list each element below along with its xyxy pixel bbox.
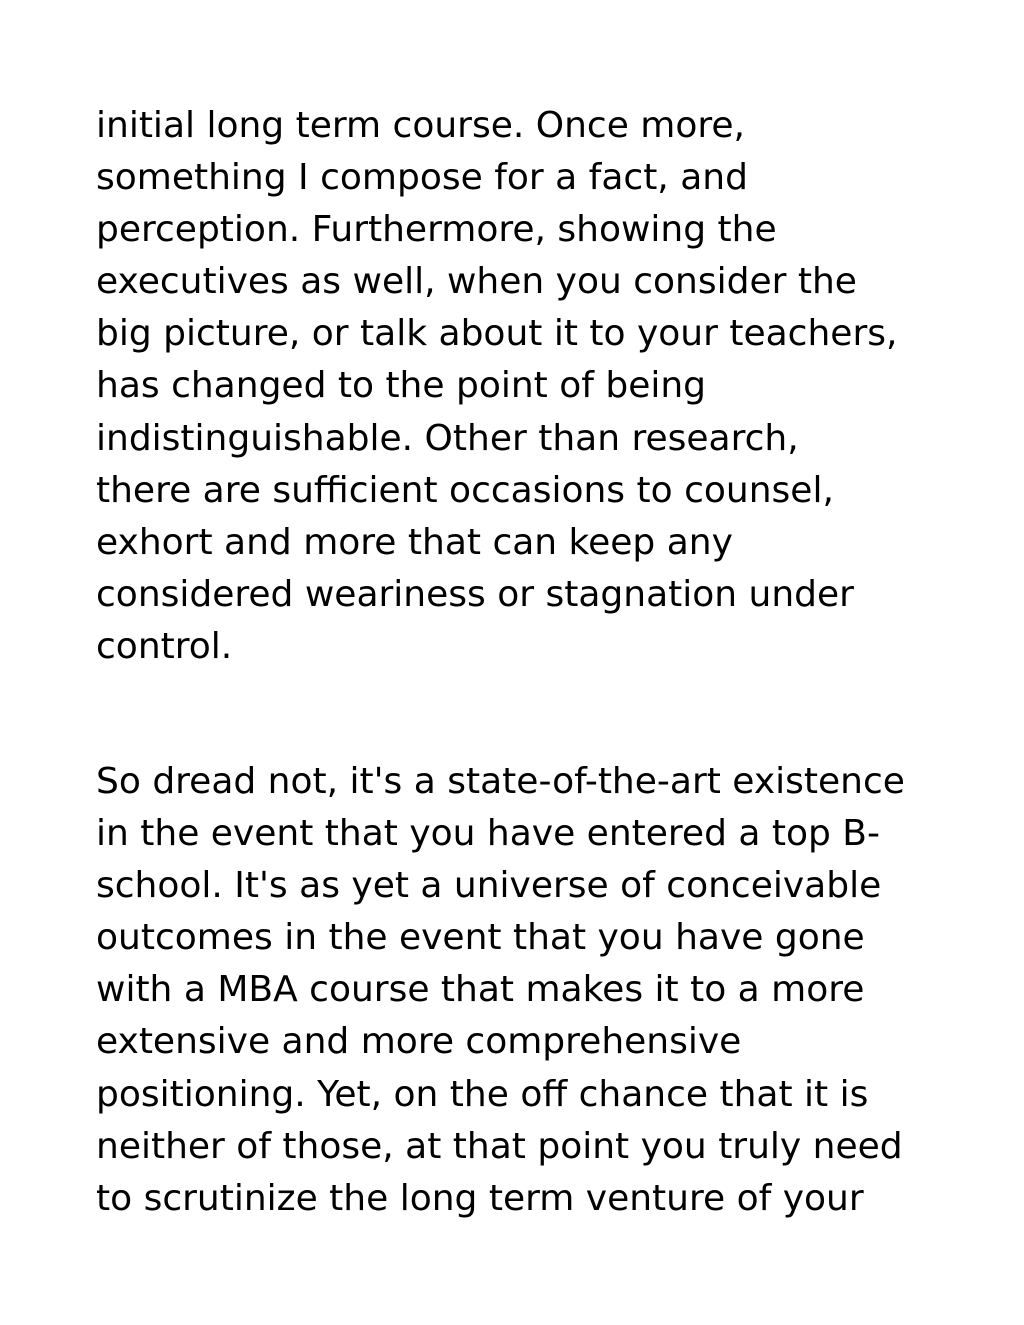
text-line: outcomes in the event that you have gone bbox=[96, 917, 865, 959]
text-line: executives as well, when you consider the bbox=[96, 261, 857, 303]
text-line: perception. Furthermore, showing the bbox=[96, 209, 777, 251]
text-line: big picture, or talk about it to your teachers, bbox=[96, 313, 898, 355]
text-line: exhort and more that can keep any bbox=[96, 521, 733, 563]
text-line: indistinguishable. Other than research, bbox=[96, 417, 799, 459]
text-line: initial long term course. Once more, bbox=[96, 105, 745, 146]
text-line: with a MBA course that makes it to a more bbox=[96, 969, 865, 1011]
text-line: neither of those, at that point you truly need bbox=[96, 1125, 903, 1167]
paragraph-2 bbox=[96, 756, 956, 1225]
text-line: considered weariness or stagnation under bbox=[96, 573, 854, 615]
text-line: positioning. Yet, on the off chance that it is bbox=[96, 1073, 869, 1115]
text-line: So dread not, it's a state-of-the-art existence bbox=[96, 761, 905, 802]
text-line: extensive and more comprehensive bbox=[96, 1021, 742, 1063]
text-line: school. It's as yet a universe of conceivable bbox=[96, 865, 882, 907]
text-line: there are sufficient occasions to counsel, bbox=[96, 469, 834, 511]
text-line: control. bbox=[96, 625, 233, 667]
text-line: in the event that you have entered a top B- bbox=[96, 813, 880, 855]
text-line: has changed to the point of being bbox=[96, 365, 707, 407]
text-line: something I compose for a fact, and bbox=[96, 157, 748, 199]
text-line: to scrutinize the long term venture of your bbox=[96, 1177, 864, 1219]
paragraph-1 bbox=[96, 100, 956, 673]
